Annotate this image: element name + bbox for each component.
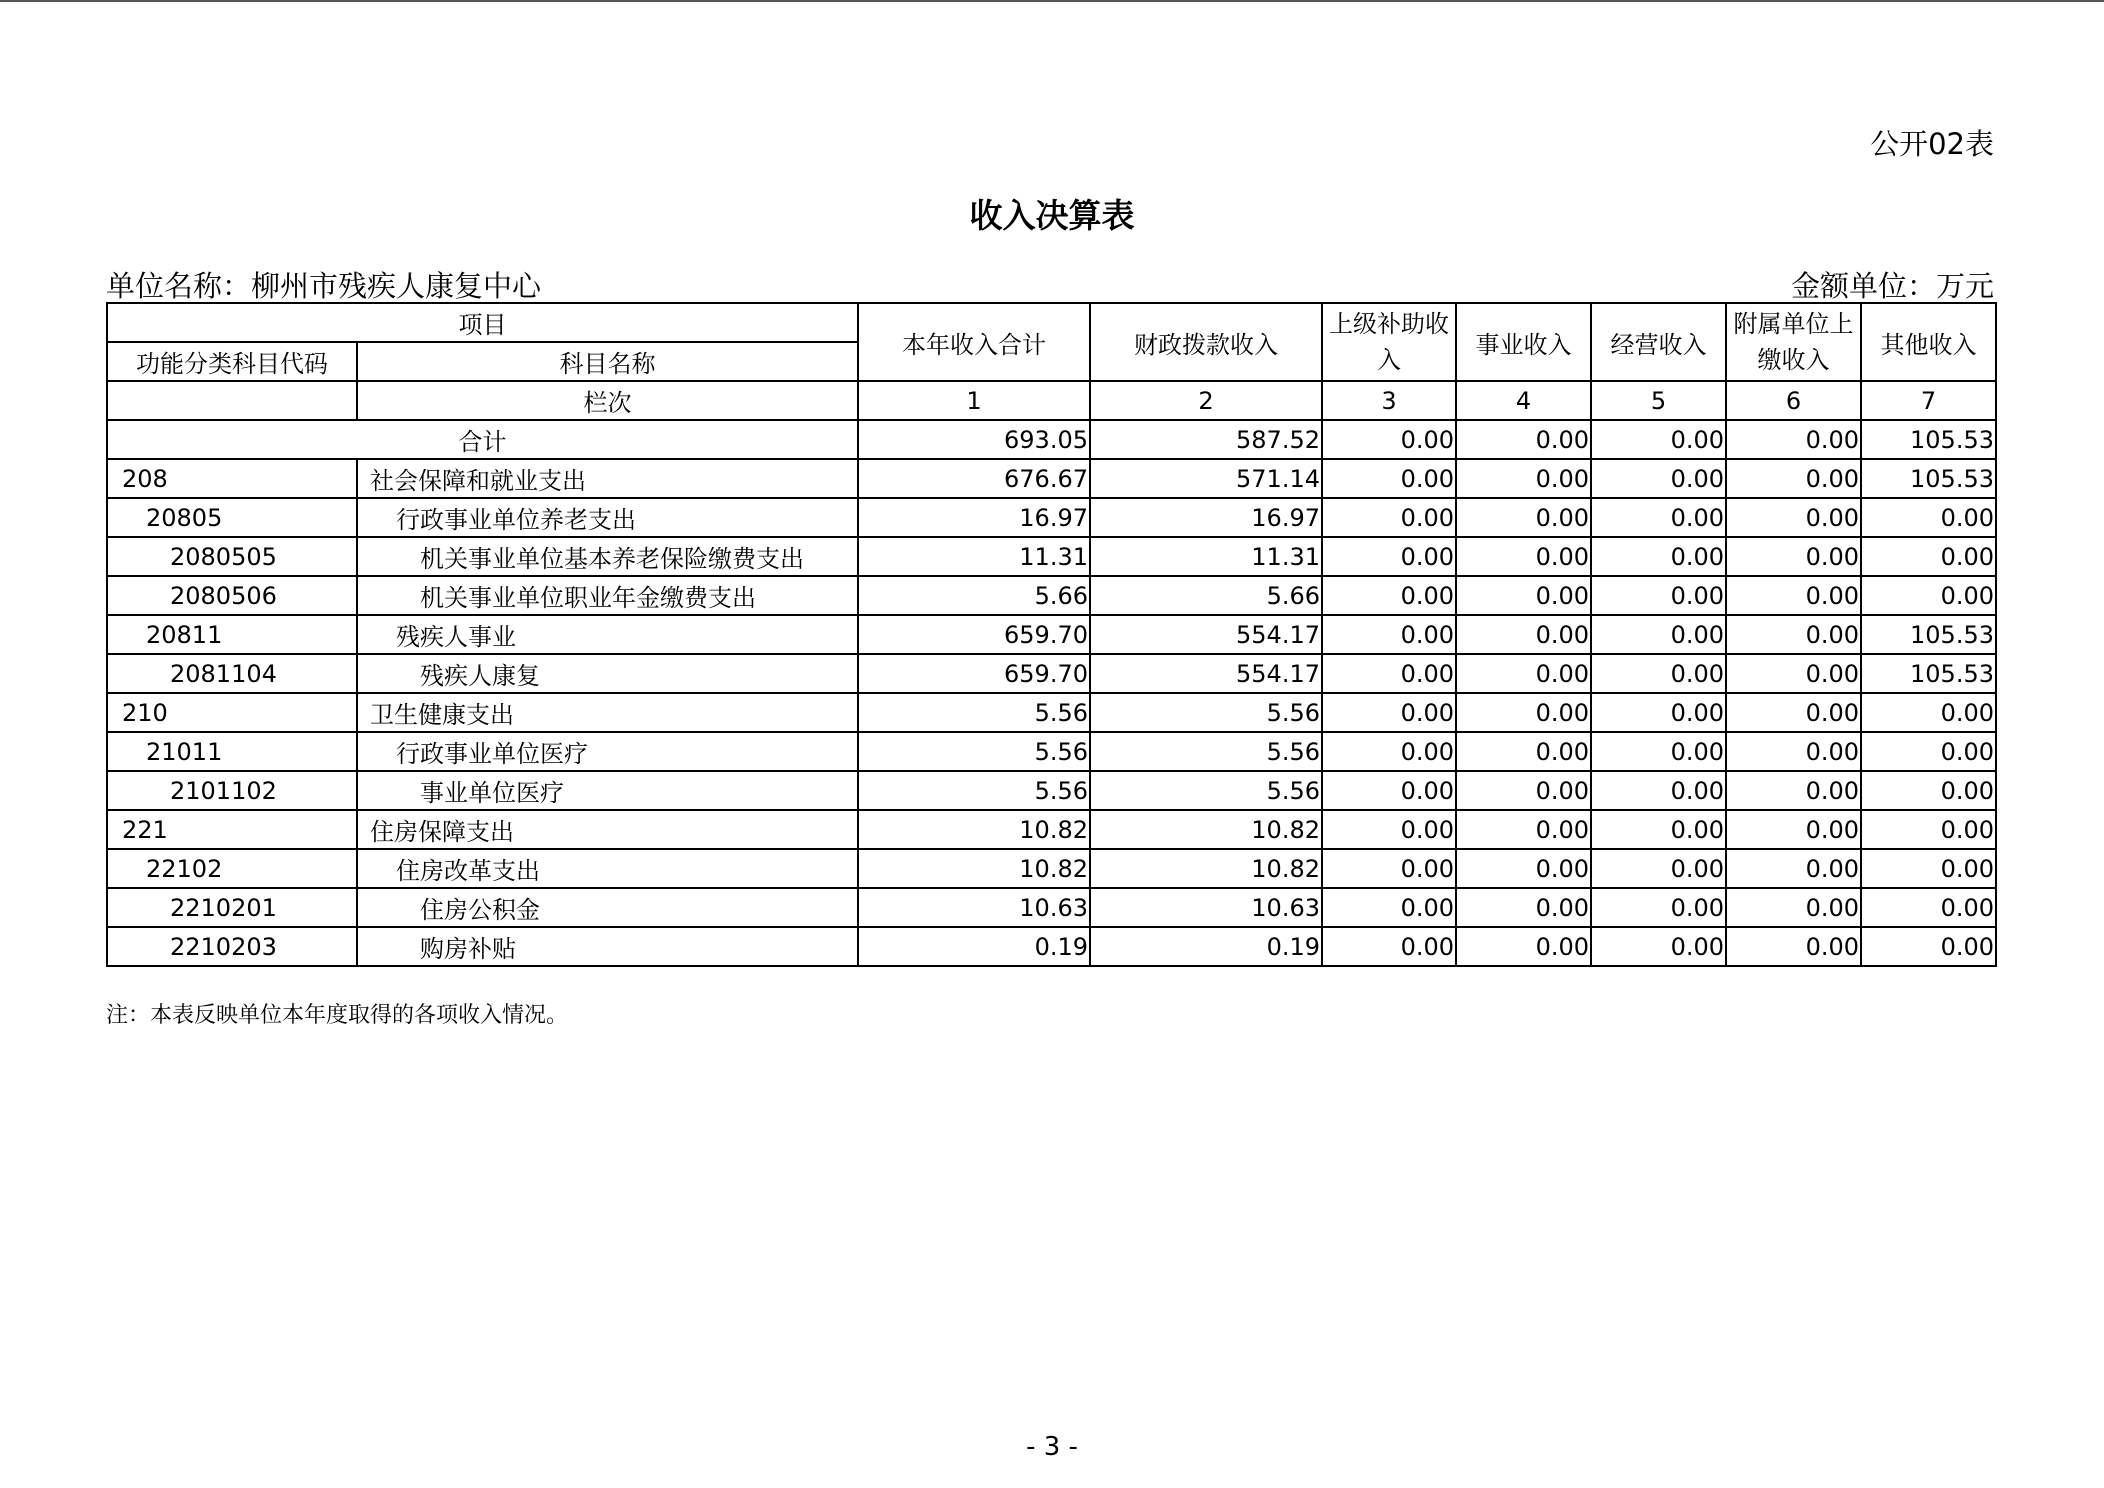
amount-cell: 16.97 [858,498,1090,537]
amount-cell: 0.00 [1861,810,1996,849]
total-value: 0.00 [1456,420,1591,459]
amount-cell: 0.00 [1322,576,1456,615]
amount-cell: 0.00 [1726,576,1861,615]
amount-cell: 0.00 [1726,849,1861,888]
table-row [107,459,1996,498]
amount-cell: 11.31 [1090,537,1322,576]
header-other: 其他收入 [1861,303,1996,381]
column-number: 3 [1322,381,1456,420]
amount-cell: 0.00 [1861,693,1996,732]
amount-cell: 0.00 [1456,615,1591,654]
amount-cell: 0.00 [1591,615,1726,654]
amount-cell: 0.00 [1456,459,1591,498]
subject-name: 机关事业单位职业年金缴费支出 [357,576,858,615]
table-row [107,927,1996,966]
amount-cell: 0.00 [1861,732,1996,771]
subject-code: 2210203 [107,927,357,966]
amount-cell: 0.00 [1456,693,1591,732]
amount-cell: 0.00 [1726,771,1861,810]
header-code: 功能分类科目代码 [107,342,357,381]
page-number: - 3 - [1026,1432,1078,1462]
subject-code: 20811 [107,615,357,654]
amount-cell: 0.00 [1726,693,1861,732]
subject-name: 机关事业单位基本养老保险缴费支出 [357,537,858,576]
subject-code: 221 [107,810,357,849]
table-row [107,615,1996,654]
amount-cell: 5.56 [1090,771,1322,810]
amount-cell: 0.00 [1726,888,1861,927]
total-value: 0.00 [1726,420,1861,459]
total-row [107,420,1996,459]
amount-cell: 0.00 [1591,498,1726,537]
header-operating: 经营收入 [1591,303,1726,381]
subject-code: 210 [107,693,357,732]
table-row [107,849,1996,888]
amount-cell: 5.56 [1090,693,1322,732]
amount-cell: 10.82 [858,810,1090,849]
amount-cell: 5.56 [858,732,1090,771]
table-row [107,771,1996,810]
table-row [107,693,1996,732]
amount-cell: 0.19 [1090,927,1322,966]
amount-cell: 0.00 [1456,537,1591,576]
amount-cell: 0.00 [1322,693,1456,732]
table-number: 公开02表 [1870,127,1994,161]
amount-cell: 0.00 [1322,849,1456,888]
column-label: 栏次 [357,381,858,420]
amount-cell: 5.66 [858,576,1090,615]
subject-name: 事业单位医疗 [357,771,858,810]
page-title: 收入决算表 [969,196,1135,235]
subject-code: 2101102 [107,771,357,810]
amount-cell: 0.00 [1456,927,1591,966]
amount-cell: 0.00 [1591,732,1726,771]
column-number: 6 [1726,381,1861,420]
amount-cell: 0.00 [1591,654,1726,693]
header-affiliated: 附属单位上缴收入 [1726,303,1861,381]
table-row [107,654,1996,693]
amount-cell: 0.00 [1456,732,1591,771]
total-value: 587.52 [1090,420,1322,459]
amount-cell: 0.00 [1591,576,1726,615]
column-number: 7 [1861,381,1996,420]
amount-cell: 10.82 [1090,810,1322,849]
amount-cell: 105.53 [1861,459,1996,498]
column-number: 5 [1591,381,1726,420]
amount-cell: 0.00 [1322,810,1456,849]
amount-cell: 571.14 [1090,459,1322,498]
amount-cell: 5.56 [858,693,1090,732]
header-total-income: 本年收入合计 [858,303,1090,381]
amount-cell: 105.53 [1861,615,1996,654]
subject-name: 残疾人事业 [357,615,858,654]
subject-name: 残疾人康复 [357,654,858,693]
subject-code: 2210201 [107,888,357,927]
subject-name: 行政事业单位医疗 [357,732,858,771]
amount-cell: 0.00 [1861,537,1996,576]
unit-name: 单位名称：柳州市残疾人康复中心 [106,269,542,303]
empty-cell [107,381,357,420]
amount-cell: 0.00 [1456,849,1591,888]
amount-cell: 0.00 [1726,498,1861,537]
amount-cell: 11.31 [858,537,1090,576]
amount-cell: 0.00 [1726,732,1861,771]
amount-cell: 0.00 [1726,810,1861,849]
header-row-1 [107,303,1996,342]
subject-code: 2080505 [107,537,357,576]
amount-cell: 0.00 [1456,888,1591,927]
subject-code: 2080506 [107,576,357,615]
subject-code: 2081104 [107,654,357,693]
amount-cell: 0.00 [1322,654,1456,693]
table-row [107,810,1996,849]
header-item: 项目 [107,303,858,342]
subject-code: 21011 [107,732,357,771]
amount-cell: 5.66 [1090,576,1322,615]
amount-cell: 676.67 [858,459,1090,498]
table-row [107,576,1996,615]
amount-cell: 0.00 [1861,927,1996,966]
subject-code: 22102 [107,849,357,888]
amount-cell: 5.56 [858,771,1090,810]
table-row [107,888,1996,927]
header-business: 事业收入 [1456,303,1591,381]
amount-cell: 16.97 [1090,498,1322,537]
amount-cell: 0.00 [1456,810,1591,849]
total-value: 0.00 [1322,420,1456,459]
amount-cell: 0.19 [858,927,1090,966]
total-value: 105.53 [1861,420,1996,459]
amount-cell: 10.82 [1090,849,1322,888]
subject-name: 行政事业单位养老支出 [357,498,858,537]
amount-cell: 0.00 [1456,771,1591,810]
amount-cell: 0.00 [1861,576,1996,615]
header-superior: 上级补助收入 [1322,303,1456,381]
amount-cell: 0.00 [1591,693,1726,732]
amount-cell: 0.00 [1322,459,1456,498]
page-top-border [0,0,2104,2]
header-fiscal: 财政拨款收入 [1090,303,1322,381]
subject-name: 卫生健康支出 [357,693,858,732]
table-note: 注：本表反映单位本年度取得的各项收入情况。 [106,1003,569,1028]
subject-name: 住房保障支出 [357,810,858,849]
amount-cell: 105.53 [1861,654,1996,693]
amount-cell: 0.00 [1591,888,1726,927]
column-number-row [107,381,1996,420]
amount-cell: 0.00 [1726,615,1861,654]
amount-cell: 0.00 [1861,849,1996,888]
amount-cell: 0.00 [1726,654,1861,693]
amount-cell: 0.00 [1456,498,1591,537]
amount-cell: 554.17 [1090,654,1322,693]
amount-cell: 0.00 [1861,888,1996,927]
table-row [107,537,1996,576]
amount-cell: 659.70 [858,654,1090,693]
amount-cell: 0.00 [1591,849,1726,888]
income-table [106,302,1997,967]
table-row [107,498,1996,537]
subject-name: 社会保障和就业支出 [357,459,858,498]
column-number: 1 [858,381,1090,420]
amount-cell: 0.00 [1322,615,1456,654]
column-number: 2 [1090,381,1322,420]
amount-cell: 10.63 [858,888,1090,927]
header-name: 科目名称 [357,342,858,381]
total-value: 693.05 [858,420,1090,459]
table-row [107,732,1996,771]
subject-name: 购房补贴 [357,927,858,966]
amount-cell: 0.00 [1322,888,1456,927]
total-label: 合计 [107,420,858,459]
amount-cell: 10.63 [1090,888,1322,927]
amount-cell: 0.00 [1456,654,1591,693]
subject-name: 住房改革支出 [357,849,858,888]
amount-cell: 0.00 [1591,810,1726,849]
amount-cell: 0.00 [1591,537,1726,576]
amount-cell: 0.00 [1322,771,1456,810]
amount-cell: 0.00 [1322,537,1456,576]
amount-cell: 0.00 [1861,771,1996,810]
subject-code: 208 [107,459,357,498]
total-value: 0.00 [1591,420,1726,459]
amount-cell: 0.00 [1591,927,1726,966]
amount-cell: 0.00 [1322,927,1456,966]
amount-cell: 10.82 [858,849,1090,888]
amount-cell: 659.70 [858,615,1090,654]
amount-cell: 0.00 [1591,459,1726,498]
amount-cell: 0.00 [1591,771,1726,810]
amount-cell: 554.17 [1090,615,1322,654]
amount-cell: 0.00 [1322,732,1456,771]
subject-name: 住房公积金 [357,888,858,927]
amount-unit: 金额单位：万元 [1790,269,1994,303]
amount-cell: 0.00 [1861,498,1996,537]
subject-code: 20805 [107,498,357,537]
amount-cell: 0.00 [1726,537,1861,576]
amount-cell: 0.00 [1322,498,1456,537]
amount-cell: 0.00 [1726,927,1861,966]
amount-cell: 0.00 [1726,459,1861,498]
column-number: 4 [1456,381,1591,420]
amount-cell: 5.56 [1090,732,1322,771]
amount-cell: 0.00 [1456,576,1591,615]
